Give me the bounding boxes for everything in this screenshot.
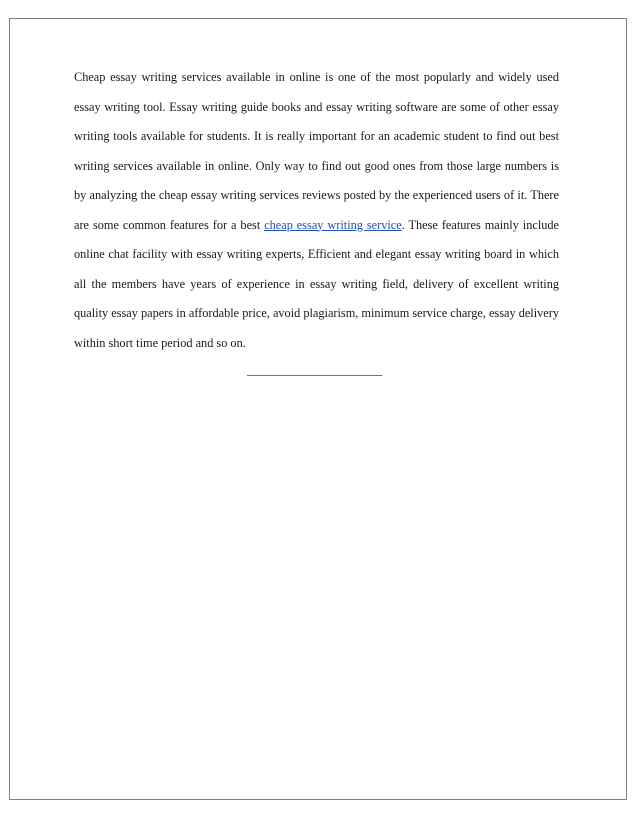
body-paragraph xyxy=(74,63,559,358)
cheap-essay-writing-service-link[interactable]: cheap essay writing service xyxy=(264,217,402,232)
paragraph-text-before-link: Cheap essay writing services available in online is one of the most popularly and widely used essay writing tool. Essay writing guide books and essay writing software are some of other essay writing tools available for students. It is really important for an academic student to find out best writing services available in online. Only way to find out good ones from those large numbers is by analyzing the cheap essay writing services reviews posted by the experienced users of it. There are some common features for a best xyxy=(74,70,559,232)
document-page xyxy=(9,18,627,800)
paragraph-text-after-link: . These features mainly include online chat facility with essay writing experts, Efficient and elegant essay writing board in which all the members have years of experience in essay writing field, delivery of excellent writing quality essay papers in affordable price, avoid plagiarism, minimum service charge, essay delivery within short time period and so on. xyxy=(74,217,559,350)
separator-line: ______________________ xyxy=(247,363,383,377)
